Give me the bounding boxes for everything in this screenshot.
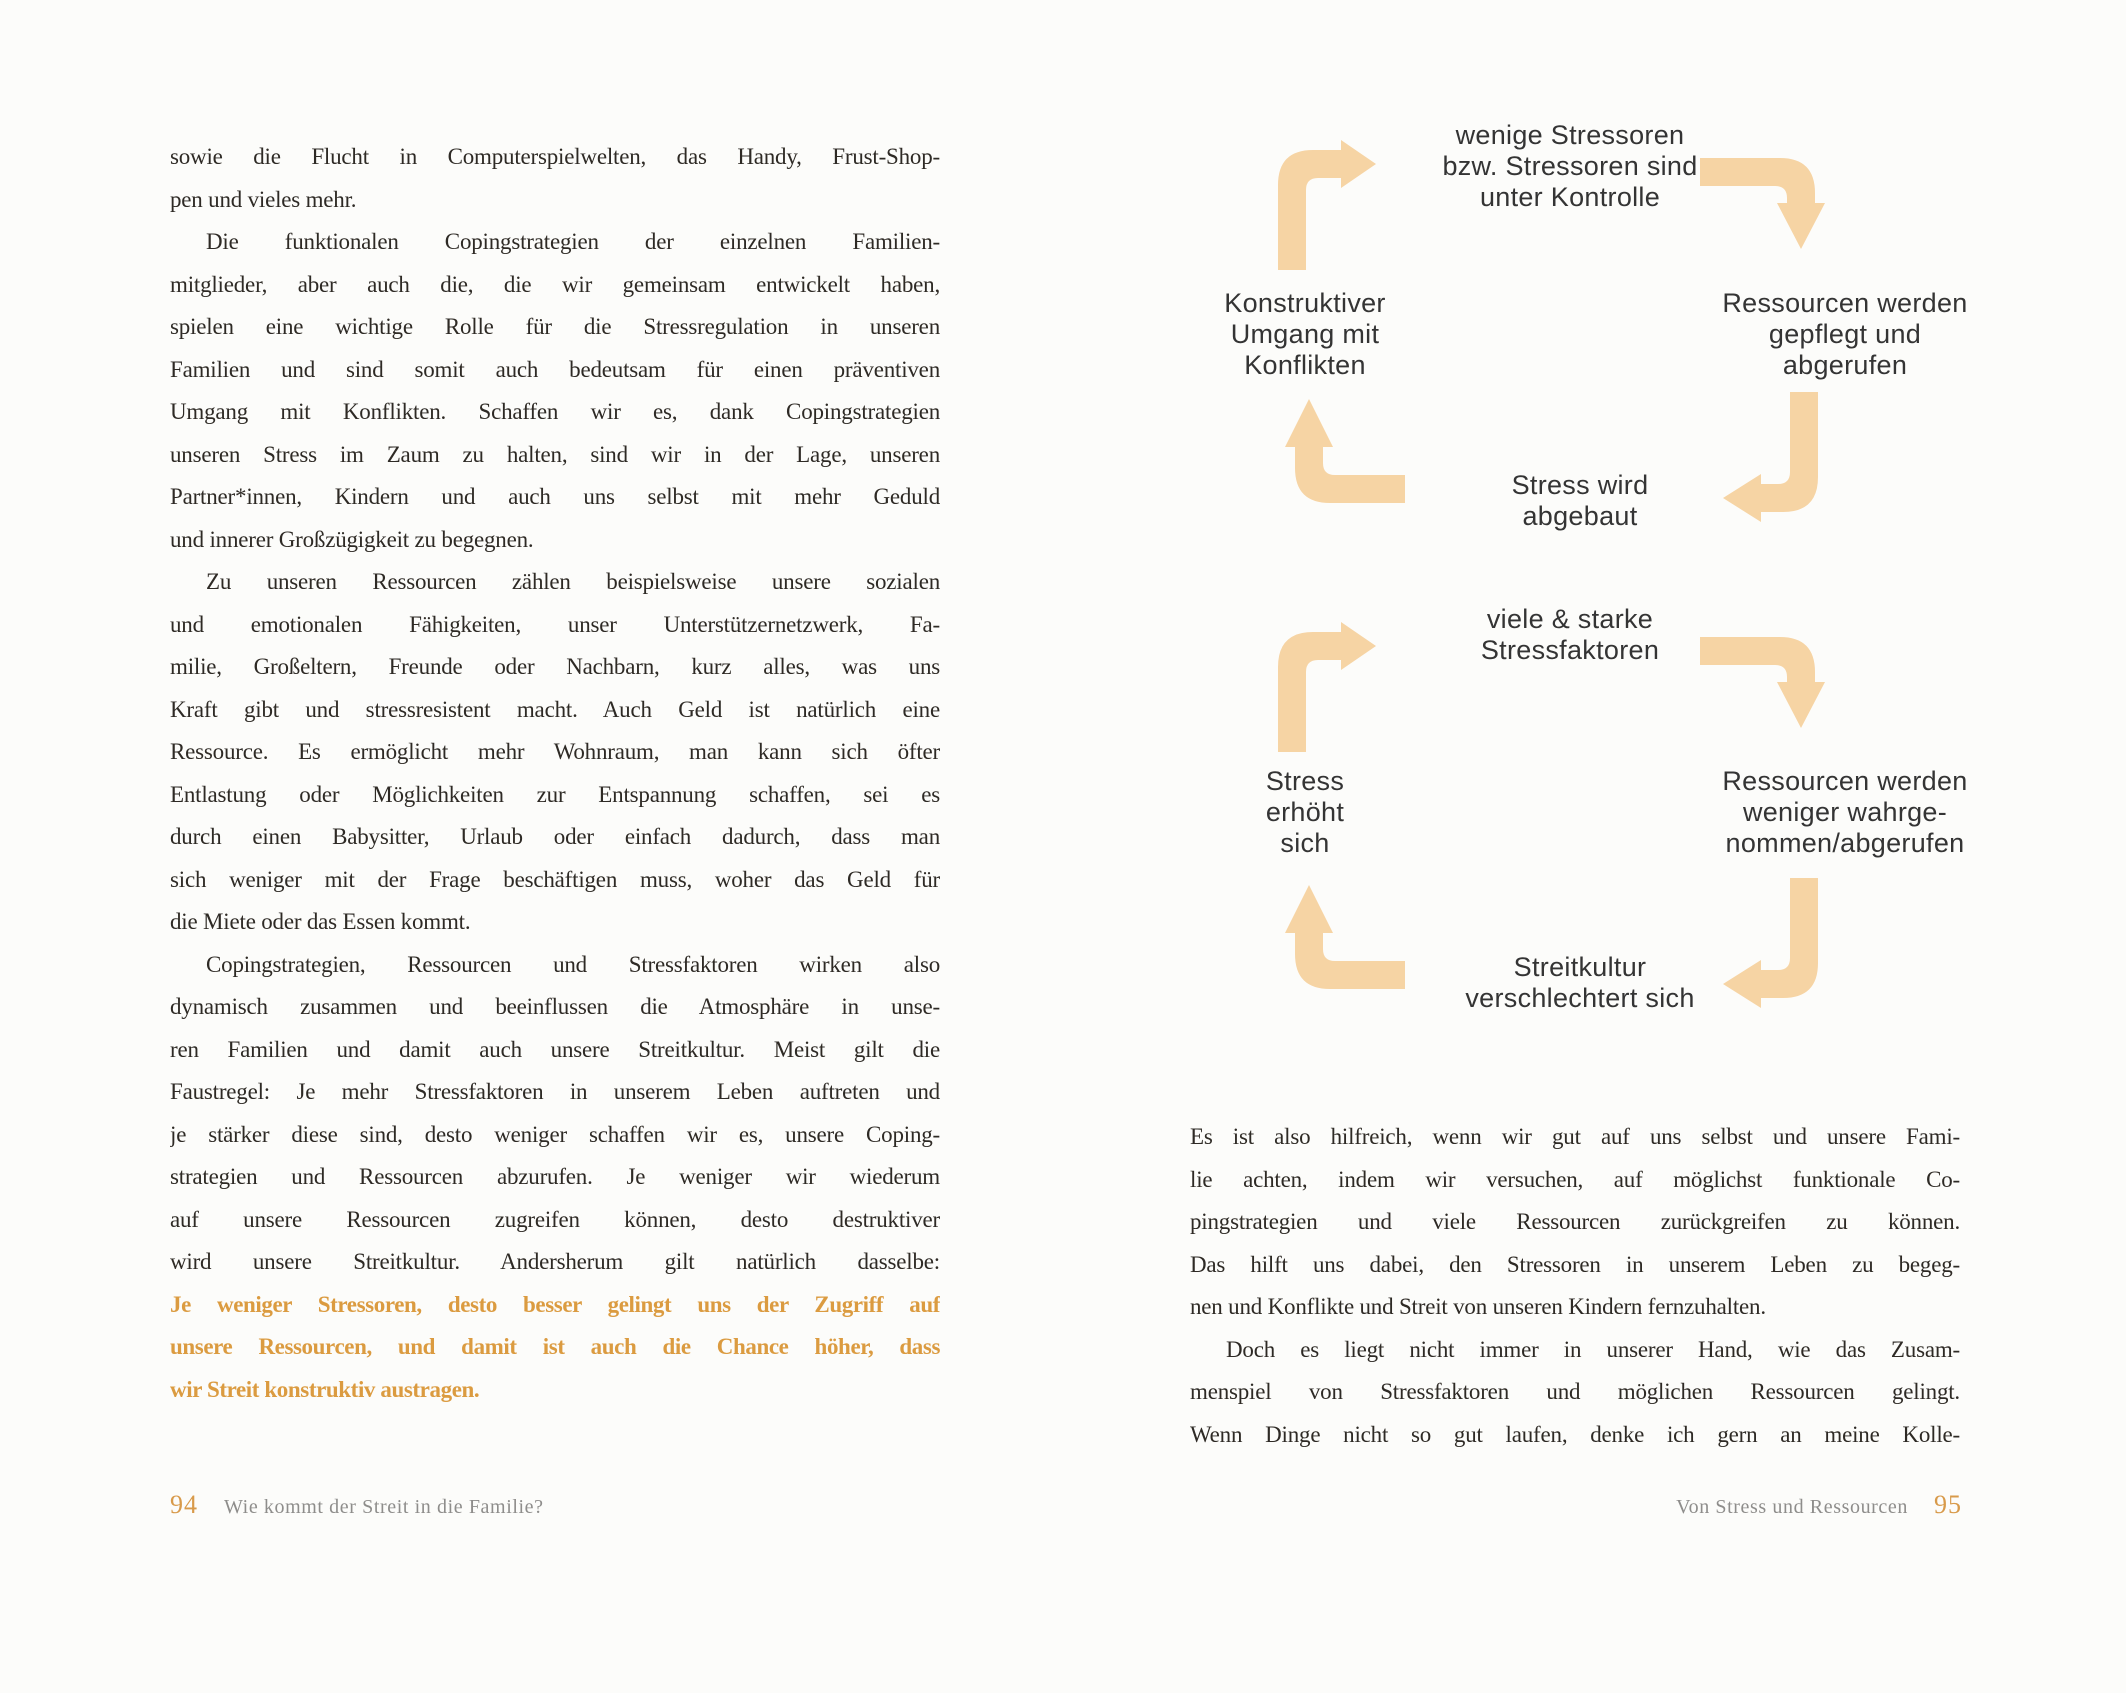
text-line: Copingstrategien, Ressourcen und Stressfaktoren wirken also (206, 951, 940, 977)
text-line: Es ist also hilfreich, wenn wir gut auf uns selbst und unsere Fami- (1190, 1124, 1960, 1149)
diagram-label-line: gepflegt und (1768, 319, 1922, 349)
text-line: unsere Ressourcen, und damit ist auch die Chance höher, dass (170, 1334, 940, 1359)
text-line: Je weniger Stressoren, desto besser gelingt uns der Zugriff auf (170, 1291, 940, 1317)
cycle1-bottom-label (1425, 470, 1735, 532)
cycle2-left-label (1180, 766, 1430, 859)
text-line: je stärker diese sind, desto weniger schaffen wir es, unsere Coping- (170, 1121, 940, 1147)
text-line: pingstrategien und viele Ressourcen zurückgreifen zu können. (1190, 1209, 1960, 1234)
text-line: Familien und sind somit auch bedeutsam für einen präventiven (170, 356, 940, 382)
cycle2-arrow-up-right-icon (1268, 622, 1378, 752)
text-line: die Miete oder das Essen kommt. (170, 909, 471, 934)
diagram-label-line: Stress (1265, 766, 1345, 796)
cycle2-right-label (1715, 766, 1975, 859)
text-line: sich weniger mit der Frage beschäftigen muss, woher das Geld für (170, 866, 940, 892)
text-line: unseren Stress im Zaum zu halten, sind wir in der Lage, unseren (170, 441, 940, 467)
page-number-right: 95 (1934, 1490, 1962, 1519)
text-line: wird unsere Streitkultur. Andersherum gilt natürlich dasselbe: (170, 1249, 940, 1274)
text-line: Kraft gibt und stressresistent macht. Auch Geld ist natürlich eine (170, 696, 940, 722)
body-text-left (170, 136, 940, 1411)
cycle1-arrow-left-up-icon (1285, 395, 1405, 513)
diagram-label-line: Ressourcen werden (1722, 288, 1968, 318)
chapter-title-left: Wie kommt der Streit in die Familie? (224, 1496, 544, 1518)
text-line: auf unsere Ressourcen zugreifen können, desto destruktiver (170, 1206, 940, 1232)
page-95 (1063, 0, 2126, 1693)
diagram-label-line: weniger wahrge- (1742, 797, 1948, 827)
diagram-label-line: abgerufen (1782, 350, 1908, 380)
diagram-label-line: abgebaut (1522, 501, 1638, 531)
text-line: menspiel von Stressfaktoren und möglichen Ressourcen gelingt. (1190, 1379, 1960, 1404)
cycle1-right-label (1715, 288, 1975, 381)
diagram-label-line: Konstruktiver (1224, 288, 1386, 318)
chapter-title-right: Von Stress und Ressourcen (1676, 1496, 1908, 1518)
text-line: Faustregel: Je mehr Stressfaktoren in unserem Leben auftreten und (170, 1079, 940, 1104)
text-line: mitglieder, aber auch die, die wir gemeinsam entwickelt haben, (170, 271, 940, 297)
text-line: lie achten, indem wir versuchen, auf möglichst funktionale Co- (1190, 1166, 1960, 1192)
cycle2-arrow-right-down-icon (1700, 627, 1825, 730)
diagram-label-line: erhöht (1265, 797, 1345, 827)
footer-left (170, 1490, 942, 1520)
body-text-right (1190, 1116, 1960, 1456)
text-line: Doch es liegt nicht immer in unserer Hand, wie das Zusam- (1226, 1336, 1960, 1362)
footer-right (1190, 1490, 1962, 1520)
text-line: strategien und Ressourcen abzurufen. Je weniger wir wiederum (170, 1164, 940, 1189)
diagram-label-line: Ressourcen werden (1722, 766, 1968, 796)
text-line: Zu unseren Ressourcen zählen beispielsweise unsere sozialen (206, 569, 940, 594)
text-line: pen und vieles mehr. (170, 186, 357, 212)
cycle1-arrow-up-right-icon (1268, 140, 1378, 270)
diagram-label-line: Konflikten (1244, 350, 1366, 380)
cycle2-arrow-left-up-icon (1285, 881, 1405, 999)
text-line: und emotionalen Fähigkeiten, unser Unterstützernetzwerk, Fa- (170, 611, 940, 637)
text-line: milie, Großeltern, Freunde oder Nachbarn, kurz alles, was uns (170, 654, 940, 679)
text-line: Entlastung oder Möglichkeiten zur Entspannung schaffen, sei es (170, 781, 940, 807)
text-line: nen und Konflikte und Streit von unseren Kindern fernzuhalten. (1190, 1294, 1766, 1319)
text-line: Ressource. Es ermöglicht mehr Wohnraum, man kann sich öfter (170, 739, 940, 764)
text-line: ren Familien und damit auch unsere Streitkultur. Meist gilt die (170, 1036, 940, 1062)
diagram-label-line: unter Kontrolle (1479, 182, 1661, 212)
text-line: Partner*innen, Kindern und auch uns selbst mit mehr Geduld (170, 484, 940, 509)
text-line: Die funktionalen Copingstrategien der einzelnen Familien- (206, 229, 940, 254)
cycle2-bottom-label (1425, 952, 1735, 1014)
text-line: dynamisch zusammen und beeinflussen die Atmosphäre in unse- (170, 994, 940, 1019)
diagram-label-line: Umgang mit (1230, 319, 1380, 349)
text-line: spielen eine wichtige Rolle für die Stressregulation in unseren (170, 314, 940, 339)
text-line: Wenn Dinge nicht so gut laufen, denke ich gern an meine Kolle- (1190, 1421, 1960, 1447)
diagram-label-line: wenige Stressoren (1455, 120, 1685, 150)
diagram-label-line: bzw. Stressoren sind (1442, 151, 1698, 181)
diagram-label-line: sich (1280, 828, 1330, 858)
page-number-left: 94 (170, 1490, 198, 1519)
text-line: sowie die Flucht in Computerspielwelten, das Handy, Frust-Shop- (170, 144, 940, 169)
text-line: Umgang mit Konflikten. Schaffen wir es, dank Copingstrategien (170, 399, 940, 424)
diagram-label-line: Stressfaktoren (1480, 635, 1660, 665)
text-line: durch einen Babysitter, Urlaub oder einfach dadurch, dass man (170, 824, 940, 849)
diagram-label-line: viele & starke (1486, 604, 1654, 634)
diagram-label-line: verschlechtert sich (1465, 983, 1695, 1013)
text-line: Das hilft uns dabei, den Stressoren in unserem Leben zu begeg- (1190, 1251, 1960, 1277)
diagram-label-line: nommen/abgerufen (1725, 828, 1965, 858)
diagram-label-line: Stress wird (1511, 470, 1649, 500)
text-line: und innerer Großzügigkeit zu begegnen. (170, 526, 534, 552)
cycle1-arrow-right-down-icon (1700, 148, 1825, 251)
cycle1-left-label (1180, 288, 1430, 381)
diagram-label-line: Streitkultur (1513, 952, 1647, 982)
text-line: wir Streit konstruktiv austragen. (170, 1376, 480, 1402)
